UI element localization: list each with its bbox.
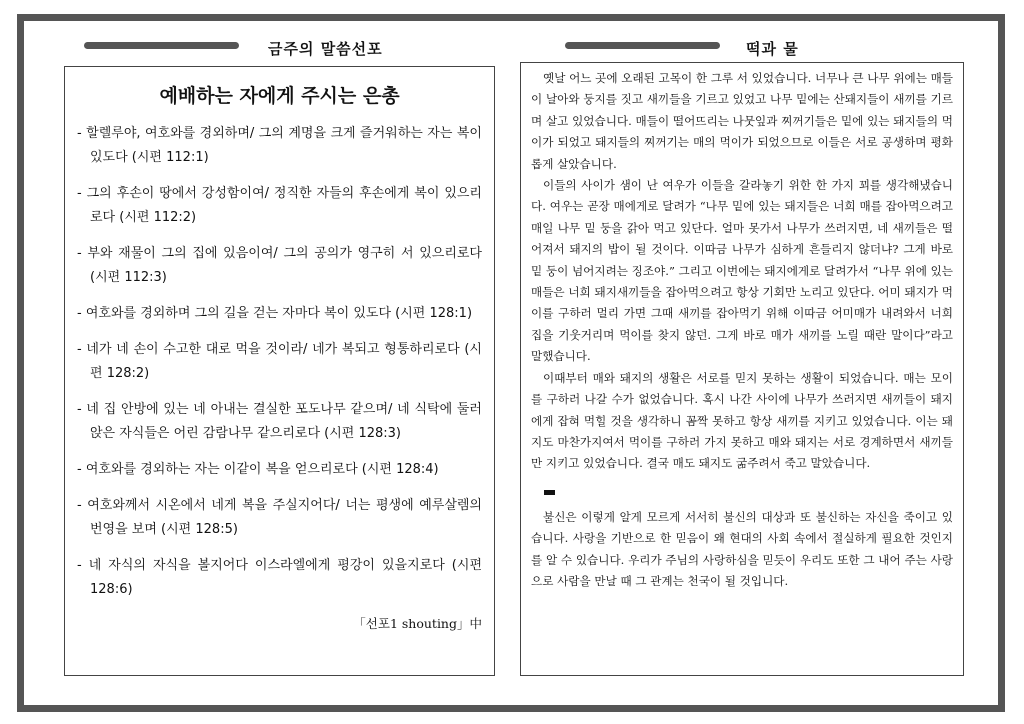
verse-item: - 네가 네 손이 수고한 대로 먹을 것이라/ 네가 복되고 형통하리로다 (시편 128:2) — [77, 342, 482, 381]
left-header-title: 금주의 말씀선포 — [268, 40, 383, 58]
verse-item: - 그의 후손이 땅에서 강성함이여/ 정직한 자들의 후손에게 복이 있으리로다 (시편 112:2) — [77, 186, 482, 225]
sermon-box — [64, 66, 495, 676]
story-paragraph: 이때부터 매와 돼지의 생활은 서로를 믿지 못하는 생활이 되었습니다. 매는 모이를 구하러 나갈 수가 없었습니다. 혹시 나간 사이에 나무가 쓰러지면 새끼들이 돼지에게 잡혀 먹힐 것을 생각하니 꼼짝 못하고 항상 새끼를 지키고 있었습니다. 이는 돼지도 마찬가지여서 먹이를 구하러 가지 못하고 매와 돼지는 서로 경계하면서 새끼들만 지키고 있었습니다. 결국 매도 돼지도 굶주려서 죽고 말았습니다. — [531, 370, 953, 471]
section-divider-mark — [544, 490, 555, 495]
sermon-title: 예배하는 자에게 주시는 은총 — [159, 85, 400, 107]
left-header-bar — [84, 42, 239, 49]
right-header-bar — [565, 42, 720, 49]
verse-item: - 여호와를 경외하며 그의 길을 걷는 자마다 복이 있도다 (시편 128:1) — [77, 306, 473, 321]
verse-item: - 할렐루야, 여호와를 경외하며/ 그의 계명을 크게 즐거워하는 자는 복이 있도다 (시편 112:1) — [77, 126, 482, 165]
sermon-source: 「선포1 shouting」中 — [353, 616, 482, 631]
story-box — [520, 62, 964, 676]
verse-item: - 여호와를 경외하는 자는 이같이 복을 얻으리로다 (시편 128:4) — [77, 462, 439, 477]
right-header-title: 떡과 물 — [746, 40, 799, 58]
verse-item: - 여호와께서 시온에서 네게 복을 주실지어다/ 너는 평생에 예루살렘의 번영을 보며 (시편 128:5) — [77, 498, 482, 537]
verse-item: - 네 자식의 자식을 볼지어다 이스라엘에게 평강이 있을지로다 (시편 128:6) — [77, 558, 482, 597]
verse-item: - 네 집 안방에 있는 네 아내는 결실한 포도나무 같으며/ 네 식탁에 둘러앉은 자식들은 어린 감람나무 같으리로다 (시편 128:3) — [77, 402, 482, 441]
story-closing: 불신은 이렇게 알게 모르게 서서히 불신의 대상과 또 불신하는 자신을 죽이고 있습니다. 사랑을 기반으로 한 믿음이 왜 현대의 사회 속에서 절실하게 필요한 것인지를 알 수 있습니다. 우리가 주님의 사랑하심을 믿듯이 우리도 또한 그 내어 주는 사랑으로 사람을 만날 때 그 관계는 천국이 될 것입니다. — [531, 509, 953, 588]
story-paragraph: 이들의 사이가 샘이 난 여우가 이들을 갈라놓기 위한 한 가지 꾀를 생각해냈습니다. 여우는 곧장 매에게로 달려가 “나무 밑에 있는 돼지들은 너희 매를 잡아먹으려고 매일 나무 밑 둥을 갉아 먹고 있단다. 얼마 못가서 나무가 쓰러지면, 네 새끼들은 떨어져서 돼지의 밥이 될 것이다. 이따금 나무가 심하게 흔들리지 않더냐? 그게 바로 밑 둥이 넘어지려는 징조야.” 그리고 이번에는 돼지에게로 달려가서 “나무 위에 있는 매들은 너희 돼지새끼들을 잡아먹으려고 항상 기회만 노리고 있단다. 어미 돼지가 먹이를 구하러 멀리 가면 그때 새끼를 잡아먹기 위해 이따금 어미매가 내려와서 너희 집을 기웃거리며 먹이를 찾지 않던. 그게 바로 매가 새끼를 노릴 때란 말이다”라고 말했습니다. — [531, 178, 953, 364]
verse-item: - 부와 재물이 그의 집에 있음이여/ 그의 공의가 영구히 서 있으리로다 (시편 112:3) — [77, 246, 482, 285]
story-paragraph: 옛날 어느 곳에 오래된 고목이 한 그루 서 있었습니다. 너무나 큰 나무 위에는 매들이 날아와 둥지를 짓고 새끼들을 기르고 있었고 나무 밑에는 산돼지들이 새끼를 기르며 살고 있었습니다. 매들이 떨어뜨리는 나뭇잎과 찌꺼기들은 밑에 있는 돼지들의 먹이가 되었고 돼지들의 찌꺼기는 매의 먹이가 되었으므로 이들은 서로 공생하며 평화롭게 살았습니다. — [531, 71, 953, 171]
